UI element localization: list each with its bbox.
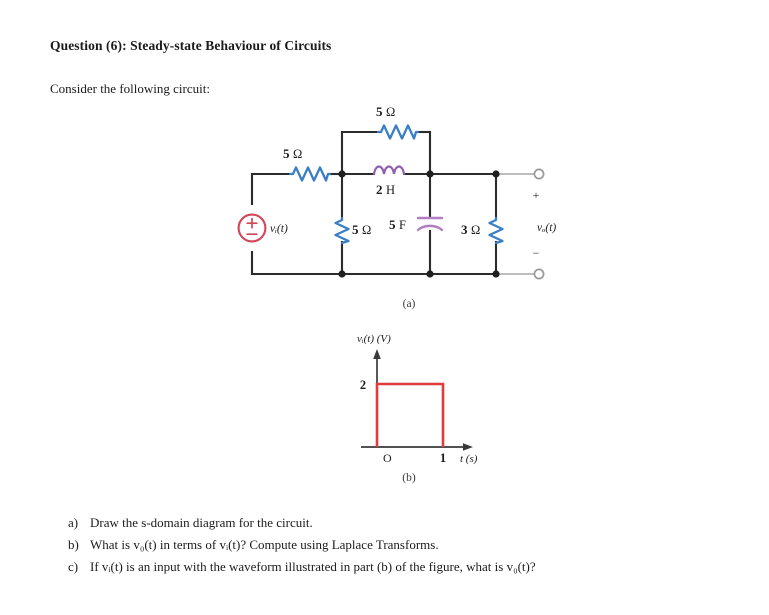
inductor	[374, 167, 404, 175]
figure-container	[0, 100, 769, 500]
chart-xlabel: t (s)	[460, 453, 478, 465]
shunt-resistor-label	[352, 222, 371, 237]
svg-text:5: 5	[283, 146, 290, 161]
question-text-a: Draw the s-domain diagram for the circuit.	[90, 515, 313, 530]
svg-text:Ω: Ω	[471, 223, 481, 237]
top-resistor-label	[376, 104, 395, 119]
svg-text:5: 5	[376, 104, 383, 119]
waveform-pulse-trace	[377, 384, 443, 447]
terminal-bottom-circle	[534, 269, 543, 278]
terminal-plus-label: +	[532, 188, 540, 202]
svg-text:5: 5	[389, 217, 396, 232]
question-marker-c: c)	[68, 559, 79, 574]
svg-text:5: 5	[352, 222, 359, 237]
intro-text: Consider the following circuit:	[50, 81, 210, 96]
terminal-top-circle	[534, 169, 543, 178]
load-resistor-label	[461, 222, 480, 237]
capacitor	[418, 218, 442, 230]
svg-text:3: 3	[461, 222, 468, 237]
x-axis-arrow-icon	[463, 443, 473, 451]
svg-text:F: F	[399, 218, 406, 232]
source-label: vᵢ(t)	[270, 223, 288, 235]
svg-text:H: H	[386, 183, 396, 197]
svg-text:Ω: Ω	[386, 105, 396, 119]
output-label: vₒ(t)	[537, 222, 557, 234]
chart-ylabel: vᵢ(t) (V)	[357, 333, 391, 345]
question-item-c	[68, 556, 728, 578]
circuit-diagram	[0, 100, 769, 300]
page-title: Question (6): Steady-state Behaviour of Circuits	[50, 38, 332, 53]
question-item-a	[68, 512, 728, 534]
shunt-resistor	[336, 218, 349, 243]
question-list	[68, 512, 728, 578]
question-text-b: What is v₀(t) in terms of vᵢ(t)? Compute using Laplace Transforms.	[90, 537, 439, 552]
inductor-label	[376, 182, 395, 197]
svg-text:Ω: Ω	[362, 223, 372, 237]
series-resistor	[290, 168, 330, 181]
voltage-source	[239, 215, 266, 242]
series-resistor-label	[283, 146, 302, 161]
question-marker-a: a)	[68, 515, 79, 530]
y-axis-arrow-icon	[373, 349, 381, 359]
svg-text:Ω: Ω	[293, 147, 303, 161]
question-text-c: If vᵢ(t) is an input with the waveform illustrated in part (b) of the figure, what is v₀(t)?	[90, 559, 536, 574]
question-marker-b: b)	[68, 537, 79, 552]
top-resistor	[378, 126, 418, 139]
svg-text:2: 2	[376, 182, 383, 197]
question-item-b	[68, 534, 728, 556]
terminal-minus-label: −	[532, 246, 540, 260]
waveform-chart	[0, 328, 769, 488]
capacitor-label	[389, 217, 406, 232]
chart-origin-label: O	[383, 451, 392, 465]
figure-caption-a: (a)	[402, 298, 416, 310]
load-resistor	[490, 218, 503, 243]
chart-ytick-2: 2	[359, 378, 367, 392]
chart-xtick-1: 1	[439, 451, 447, 465]
output-terminal-leads	[496, 174, 534, 274]
figure-caption-b: (b)	[402, 472, 416, 484]
